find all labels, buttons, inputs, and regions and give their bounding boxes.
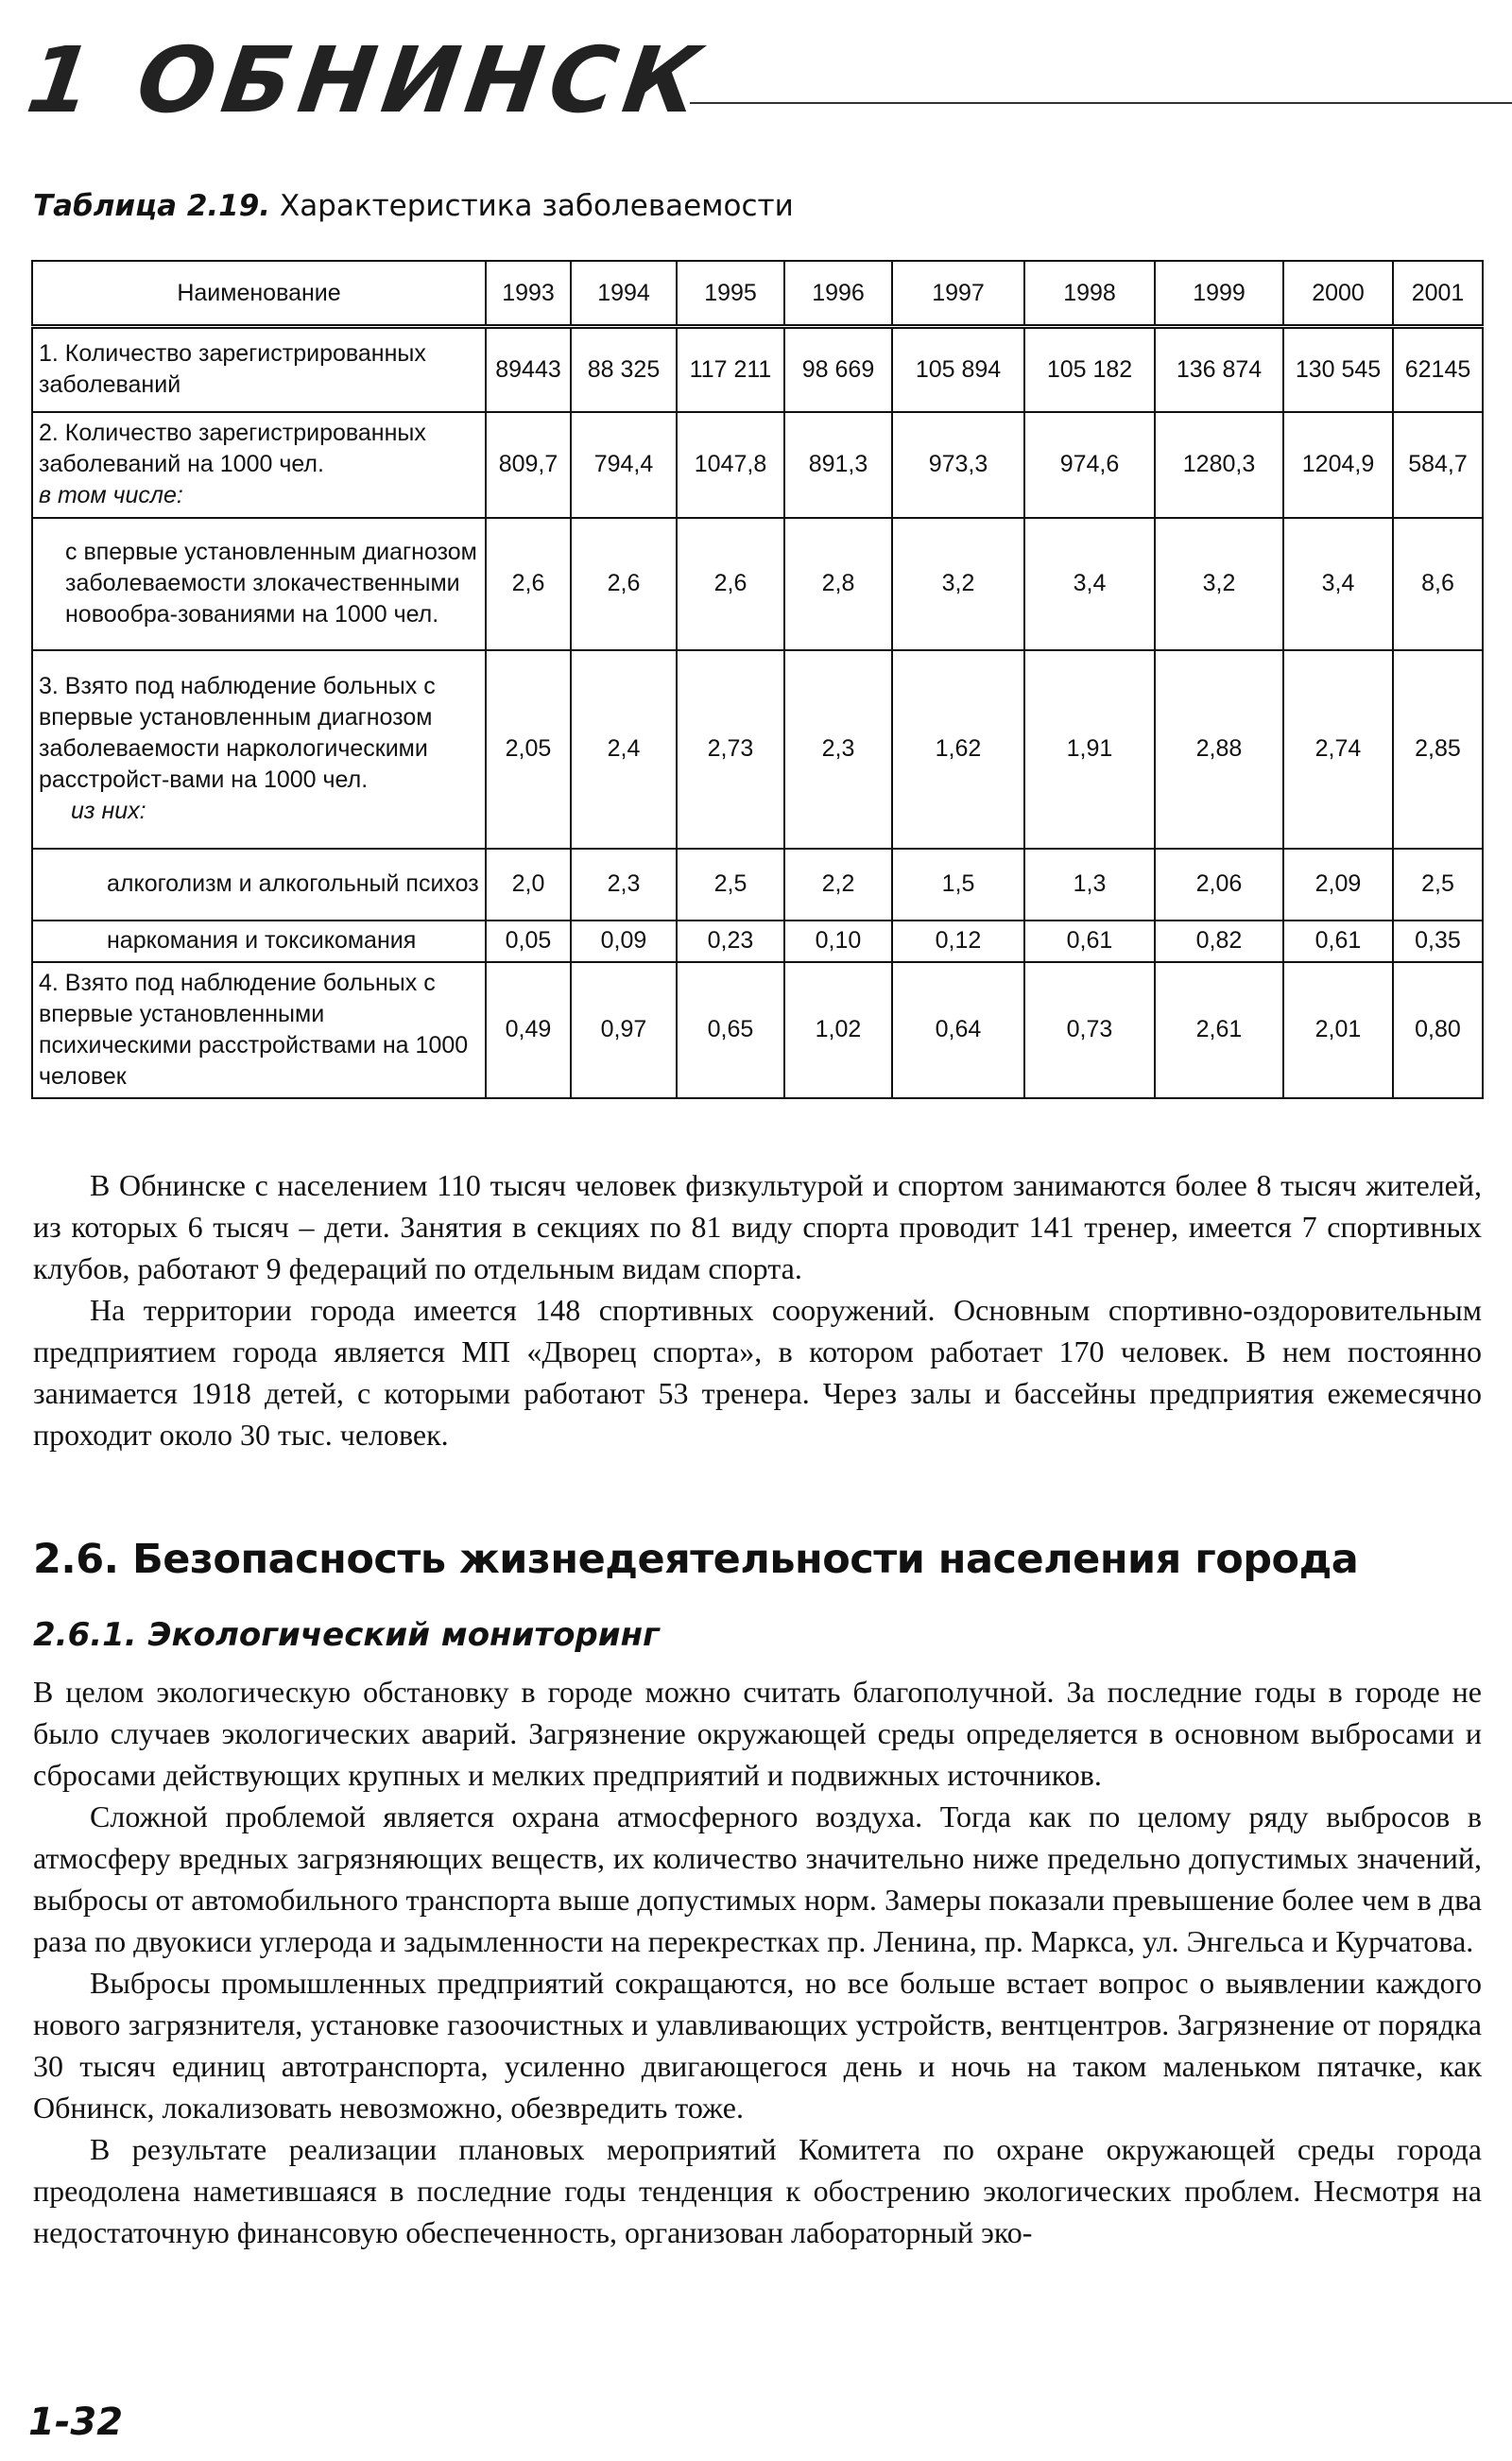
row-label: алкоголизм и алкогольный психоз xyxy=(32,849,486,921)
column-header: 1998 xyxy=(1024,261,1155,327)
table-cell: 0,09 xyxy=(571,921,677,962)
table-cell: 794,4 xyxy=(571,412,677,518)
table-caption xyxy=(33,189,794,223)
table-cell: 2,5 xyxy=(1393,849,1483,921)
column-header: 1995 xyxy=(677,261,784,327)
table-cell: 0,10 xyxy=(784,921,892,962)
row-label-text: 2. Количество зарегистрированных заболеваний на 1000 чел. xyxy=(39,420,426,477)
table-cell: 0,61 xyxy=(1024,921,1155,962)
table-cell: 809,7 xyxy=(486,412,571,518)
table-header-row xyxy=(32,261,1483,327)
table-cell: 3,4 xyxy=(1283,518,1393,650)
table-cell: 0,12 xyxy=(892,921,1024,962)
ecology-text xyxy=(33,1671,1482,2253)
column-header: Наименование xyxy=(32,261,486,327)
table-cell: 1,91 xyxy=(1024,650,1155,849)
table-cell: 1,02 xyxy=(784,962,892,1098)
table-cell: 0,35 xyxy=(1393,921,1483,962)
column-header: 2001 xyxy=(1393,261,1483,327)
table-cell: 2,2 xyxy=(784,849,892,921)
row-label: 4. Взято под наблюдение больных с впервые установленными психическими расстройствами на 1000 человек xyxy=(32,962,486,1098)
table-cell: 105 894 xyxy=(892,327,1024,412)
column-header: 1996 xyxy=(784,261,892,327)
table-cell: 0,65 xyxy=(677,962,784,1098)
table-cell: 105 182 xyxy=(1024,327,1155,412)
table-cell: 3,2 xyxy=(892,518,1024,650)
table-cell: 2,4 xyxy=(571,650,677,849)
table-cell: 88 325 xyxy=(571,327,677,412)
table-cell: 973,3 xyxy=(892,412,1024,518)
table-cell: 2,3 xyxy=(571,849,677,921)
table-cell: 2,74 xyxy=(1283,650,1393,849)
paragraph: Сложной проблемой является охрана атмосферного воздуха. Тогда как по целому ряду выбросов в атмосферу вредных загрязняющих веществ, их количество значительно ниже предельно допустимых значений, выбросы от автомобильного транспорта выше допустимых норм. Замеры показали превышение более чем в два раза по двуокиси углерода и задымленности на перекрестках пр. Ленина, пр. Маркса, ул. Энгельса и Курчатова. xyxy=(33,1799,1482,1958)
row-label-text: 3. Взято под наблюдение больных с впервые установленным диагнозом заболеваемости наркологическими расстройст-вами на 1000 чел. xyxy=(39,673,436,793)
table-cell: 0,97 xyxy=(571,962,677,1098)
page-header xyxy=(21,27,1484,133)
table-caption-label: Таблица 2.19. xyxy=(33,189,271,223)
table-cell: 2,6 xyxy=(571,518,677,650)
table-cell: 3,4 xyxy=(1024,518,1155,650)
table-caption-text: Характеристика заболеваемости xyxy=(279,189,794,223)
row-note: в том числе: xyxy=(39,482,183,508)
table-cell: 130 545 xyxy=(1283,327,1393,412)
table-cell: 891,3 xyxy=(784,412,892,518)
row-label xyxy=(32,412,486,518)
page-number: 1-32 xyxy=(28,2401,124,2444)
table-cell: 1280,3 xyxy=(1155,412,1283,518)
table-cell: 8,6 xyxy=(1393,518,1483,650)
table-cell: 2,06 xyxy=(1155,849,1283,921)
table-row xyxy=(32,518,1483,650)
table-cell: 2,05 xyxy=(486,650,571,849)
subsection-heading: 2.6.1. Экологический мониторинг xyxy=(33,1616,660,1654)
table-cell: 974,6 xyxy=(1024,412,1155,518)
table-cell: 0,05 xyxy=(486,921,571,962)
table-cell: 0,64 xyxy=(892,962,1024,1098)
paragraph: Выбросы промышленных предприятий сокращаются, но все больше встает вопрос о выявлении каждого нового загрязнителя, установке газоочистных и улавливающих устройств, вентцентров. Загрязнение от порядка 30 тысяч единиц автотранспорта, усиленно двигающегося день и ночь на таком маленьком пятачке, как Обнинск, локализовать невозможно, обезвредить тоже. xyxy=(33,1966,1482,2125)
table-row xyxy=(32,962,1483,1098)
table-cell: 2,09 xyxy=(1283,849,1393,921)
table-cell: 2,61 xyxy=(1155,962,1283,1098)
column-header: 1993 xyxy=(486,261,571,327)
row-label: наркомания и токсикомания xyxy=(32,921,486,962)
table-row xyxy=(32,327,1483,412)
paragraph: На территории города имеется 148 спортивных сооружений. Основным спортивно-оздоровительным предприятием города является МП «Дворец спорта», в котором работает 170 человек. В нем постоянно занимается 1918 детей, с которыми работают 53 тренера. Через залы и бассейны предприятия ежемесячно проходит около 30 тыс. человек. xyxy=(33,1293,1482,1452)
table-cell: 2,85 xyxy=(1393,650,1483,849)
table-row xyxy=(32,849,1483,921)
column-header: 1997 xyxy=(892,261,1024,327)
header-rule xyxy=(690,102,1512,104)
table-row xyxy=(32,412,1483,518)
row-note: из них: xyxy=(71,798,146,824)
table-cell: 2,8 xyxy=(784,518,892,650)
paragraph: В результате реализации плановых мероприятий Комитета по охране окружающей среды города преодолена наметившаяся в последние годы тенденция к обострению экологических проблем. Несмотря на недостаточную финансовую обеспеченность, организован лабораторный эко- xyxy=(33,2132,1482,2249)
table-cell: 2,5 xyxy=(677,849,784,921)
table-cell: 89443 xyxy=(486,327,571,412)
table-cell: 1,62 xyxy=(892,650,1024,849)
sport-text xyxy=(33,1164,1482,1455)
table-cell: 117 211 xyxy=(677,327,784,412)
table-cell: 0,80 xyxy=(1393,962,1483,1098)
column-header: 1994 xyxy=(571,261,677,327)
table-cell: 2,01 xyxy=(1283,962,1393,1098)
section-heading: 2.6. Безопасность жизнедеятельности населения города xyxy=(33,1536,1359,1583)
table-cell: 0,61 xyxy=(1283,921,1393,962)
table-cell: 2,0 xyxy=(486,849,571,921)
table-cell: 2,6 xyxy=(677,518,784,650)
table-cell: 1204,9 xyxy=(1283,412,1393,518)
table-cell: 98 669 xyxy=(784,327,892,412)
table-cell: 2,6 xyxy=(486,518,571,650)
table-cell: 2,73 xyxy=(677,650,784,849)
table-cell: 1,3 xyxy=(1024,849,1155,921)
paragraph: В целом экологическую обстановку в городе можно считать благополучной. За последние годы в городе не было случаев экологических аварий. Загрязнение окружающей среды определяется в основном выбросами и сбросами действующих крупных и мелких предприятий и подвижных источников. xyxy=(33,1675,1482,1792)
table-cell: 62145 xyxy=(1393,327,1483,412)
row-label xyxy=(32,650,486,849)
column-header: 1999 xyxy=(1155,261,1283,327)
table-cell: 1047,8 xyxy=(677,412,784,518)
column-header: 2000 xyxy=(1283,261,1393,327)
table-cell: 2,88 xyxy=(1155,650,1283,849)
table-cell: 0,73 xyxy=(1024,962,1155,1098)
table-cell: 584,7 xyxy=(1393,412,1483,518)
table-cell: 1,5 xyxy=(892,849,1024,921)
header-title: 1 ОБНИНСК xyxy=(21,27,713,133)
table-cell: 3,2 xyxy=(1155,518,1283,650)
table-cell: 0,82 xyxy=(1155,921,1283,962)
table-cell: 2,3 xyxy=(784,650,892,849)
row-label: 1. Количество зарегистрированных заболеваний xyxy=(32,327,486,412)
morbidity-table xyxy=(31,260,1484,1099)
paragraph: В Обнинске с населением 110 тысяч человек физкультурой и спортом занимаются более 8 тысяч жителей, из которых 6 тысяч – дети. Занятия в секциях по 81 виду спорта проводит 141 тренер, имеется 7 спортивных клубов, работают 9 федераций по отдельным видам спорта. xyxy=(33,1168,1482,1285)
row-label: с впервые установленным диагнозом заболеваемости злокачественными новообра-зованиями на 1000 чел. xyxy=(32,518,486,650)
table-row xyxy=(32,921,1483,962)
table-row xyxy=(32,650,1483,849)
table-cell: 136 874 xyxy=(1155,327,1283,412)
table-cell: 0,23 xyxy=(677,921,784,962)
table-cell: 0,49 xyxy=(486,962,571,1098)
